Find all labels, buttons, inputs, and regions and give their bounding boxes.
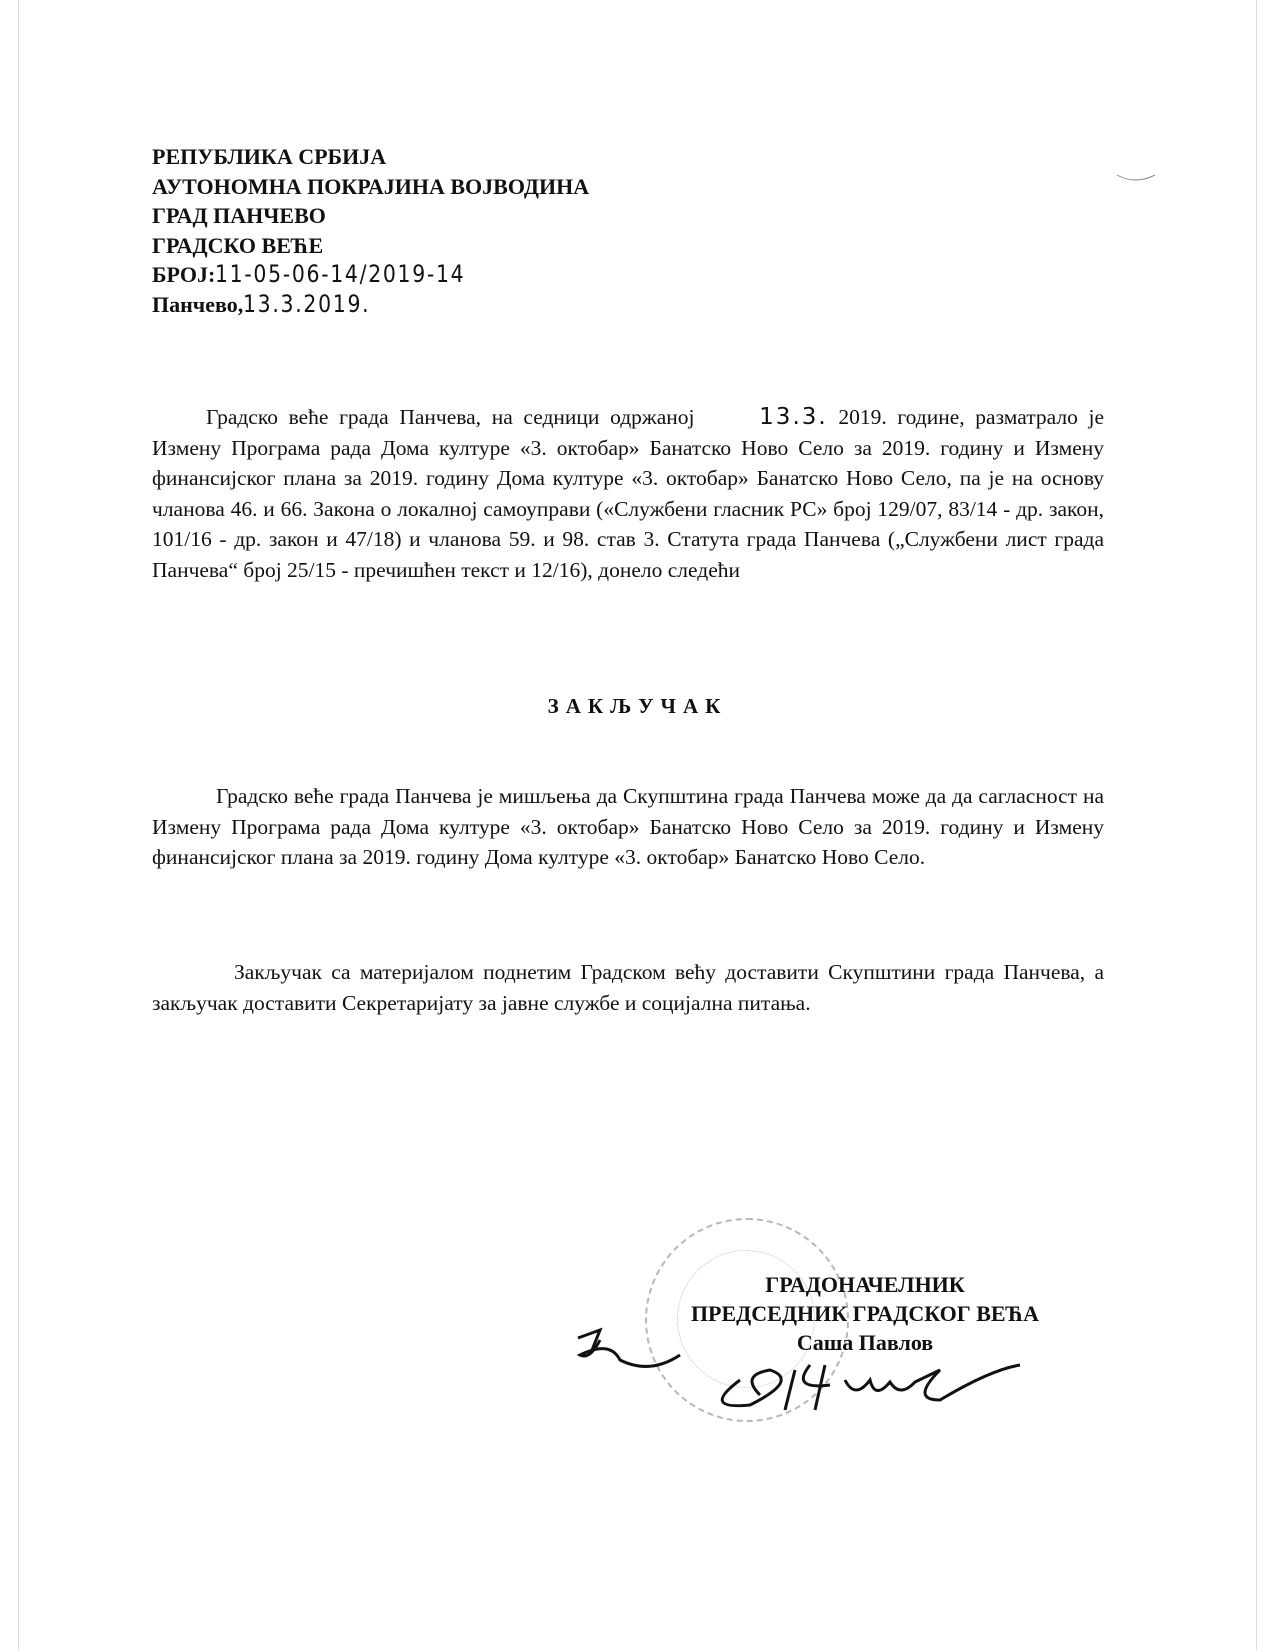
header-line: АУТОНОМНА ПОКРАЈИНА ВОЈВОДИНА bbox=[152, 173, 590, 199]
page-edge-left bbox=[18, 0, 19, 1651]
document-place-date bbox=[152, 290, 589, 320]
document-header bbox=[152, 142, 589, 319]
signatory-name: Саша Павлов bbox=[796, 1330, 934, 1355]
document-number bbox=[152, 260, 589, 290]
handwritten-number: 11-05-06-14/2019-14 bbox=[215, 260, 466, 288]
intro-paragraph bbox=[152, 402, 1104, 585]
header-line: ГРАД ПАНЧЕВО bbox=[152, 203, 326, 228]
delivery-paragraph: Закључак са материјалом поднетим Градском већу доставити Скупштини града Панчева, а закључак доставити Секретаријату за јавне службе и социјална питања. bbox=[152, 960, 1104, 1015]
scan-mark bbox=[1115, 160, 1175, 190]
signatory-title: ГРАДОНАЧЕЛНИК bbox=[765, 1272, 965, 1297]
handwritten-session-date: 13.3. bbox=[759, 404, 828, 430]
conclusion-paragraph: Градско веће града Панчева је мишљења да Скупштина града Панчева може да да сагласност на Измену Програма рада Дома културе «3. октобар» Банатско Ново Село за 2019. годину и Измену финансијског плана за 2019. годину Дома културе «3. октобар» Банатско Ново Село. bbox=[152, 784, 1104, 869]
signatory-title-2: ПРЕДСЕДНИК ГРАДСКОГ ВЕЋА bbox=[690, 1301, 1040, 1326]
intro-text: Градско веће града Панчева, на седници одржаној bbox=[206, 405, 706, 429]
header-line: ГРАДСКО ВЕЋЕ bbox=[152, 232, 324, 258]
place-label: Панчево, bbox=[152, 291, 244, 317]
page-edge-right bbox=[1256, 0, 1257, 1651]
handwritten-signature bbox=[570, 1310, 1030, 1420]
intro-text-cont: 2019. године, разматрало је Измену Програма рада Дома културе «3. октобар» Банатско Ново Село за 2019. годину и Измену финансијског плана за 2019. годину Дома културе «3. октобар» Банатско Ново Село, па је на основу чланова 46. и 66. Закона о локалној самоуправи («Службени гласник РС» број 129/07, 83/14 - др. закон, 101/16 - др. закон и 47/18) и чланова 59. и 98. став 3. Статута града Панчева („Службени лист града Панчева“ број 25/15 - пречишћен текст и 12/16), донело следећи bbox=[152, 405, 1105, 582]
number-label: БРОЈ: bbox=[152, 262, 216, 287]
handwritten-date: 13.3.2019. bbox=[243, 289, 371, 318]
header-line: РЕПУБЛИКА СРБИЈА bbox=[152, 144, 387, 169]
document-title: ЗАКЉУЧАК bbox=[547, 694, 728, 718]
